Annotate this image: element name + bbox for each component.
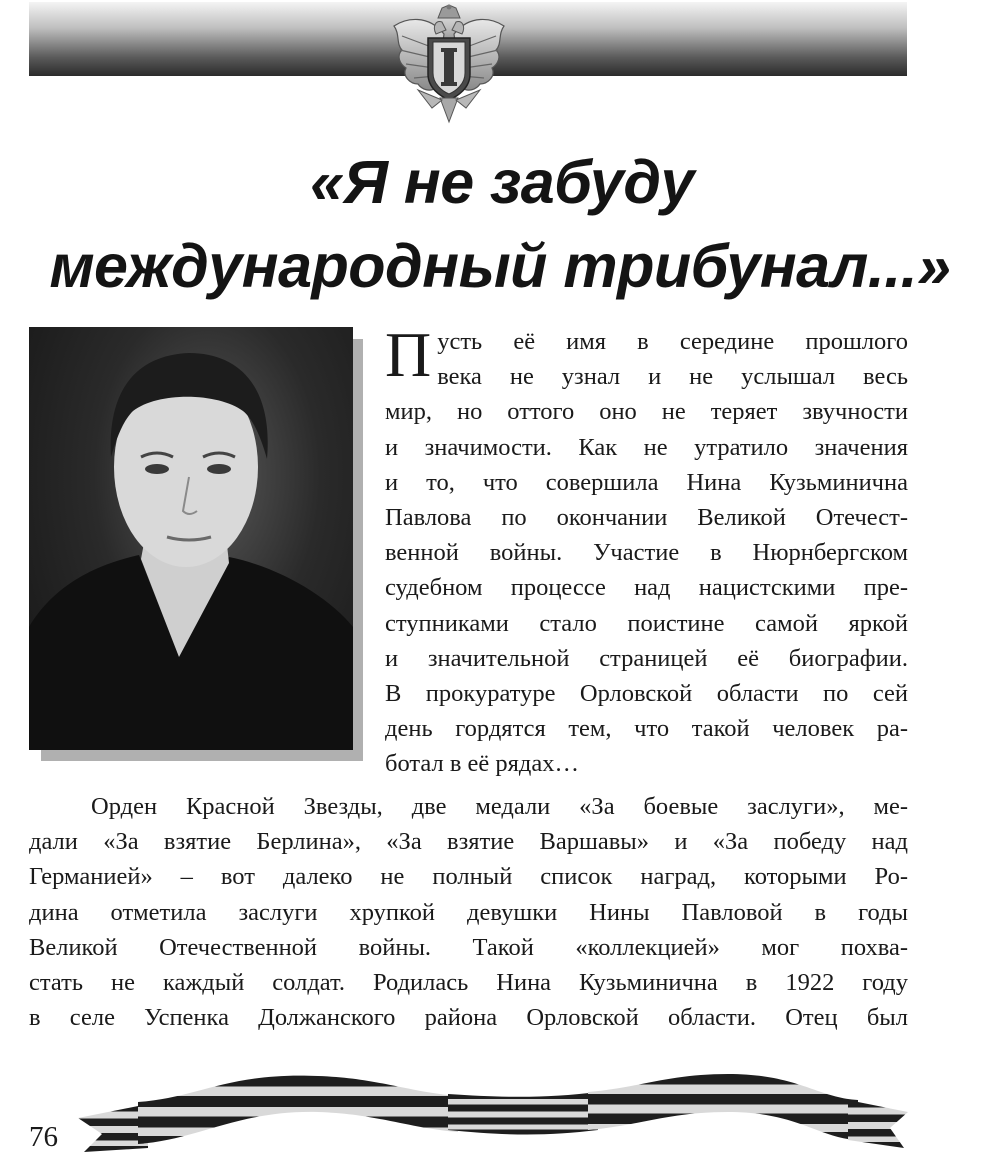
intro-line: В прокуратуре Орловской области по сей xyxy=(385,679,908,707)
body-line: Германией» – вот далеко не полный список наград, которыми Ро- xyxy=(29,863,908,891)
drop-cap-letter: П xyxy=(385,319,432,390)
portrait-photo xyxy=(29,327,353,750)
intro-line: день гордятся тем, что такой человек ра- xyxy=(385,715,908,743)
intro-line: мир, но оттого оно не теряет звучности xyxy=(385,398,908,426)
intro-line: и то, что совершила Нина Кузьминична xyxy=(385,468,908,496)
intro-line: века не узнал и не услышал весь xyxy=(437,363,908,391)
intro-line: Павлова по окончании Великой Отечест- xyxy=(385,503,908,531)
article-title-line-2: международный трибунал...» xyxy=(49,232,951,300)
body-paragraph xyxy=(29,789,908,1035)
body-line: дали «За взятие Берлина», «За взятие Варшавы» и «За победу над xyxy=(29,828,908,856)
article-title-line-1: «Я не забуду xyxy=(310,148,694,216)
article-title xyxy=(0,140,1000,308)
intro-line: венной войны. Участие в Нюрнбергском xyxy=(385,539,908,567)
intro-line: и значительной страницей её биографии. xyxy=(385,644,908,672)
page-number: 76 xyxy=(29,1121,58,1153)
intro-line: ботал в её рядах… xyxy=(385,750,580,778)
body-line: стать не каждый солдат. Родилась Нина Кузьминична в 1922 году xyxy=(29,968,908,996)
intro-line: ступниками стало поистине самой яркой xyxy=(385,609,908,637)
body-line: Великой Отечественной войны. Такой «коллекцией» мог похва- xyxy=(29,933,908,961)
body-line: дина отметила заслуги хрупкой девушки Нины Павловой в годы xyxy=(29,898,908,926)
st-george-ribbon-icon xyxy=(78,1068,908,1152)
portrait-figure xyxy=(29,327,353,750)
intro-paragraph xyxy=(385,319,908,781)
intro-line: усть её имя в середине прошлого xyxy=(437,328,908,355)
body-line: Орден Красной Звезды, две медали «За боевые заслуги», ме- xyxy=(91,793,908,820)
body-line: в селе Успенка Должанского района Орловской области. Отец был xyxy=(29,1004,908,1032)
double-headed-eagle-emblem-icon xyxy=(388,4,510,128)
intro-line: и значимости. Как не утратило значения xyxy=(385,433,908,461)
intro-line: судебном процессе над нацистскими пре- xyxy=(385,574,908,602)
